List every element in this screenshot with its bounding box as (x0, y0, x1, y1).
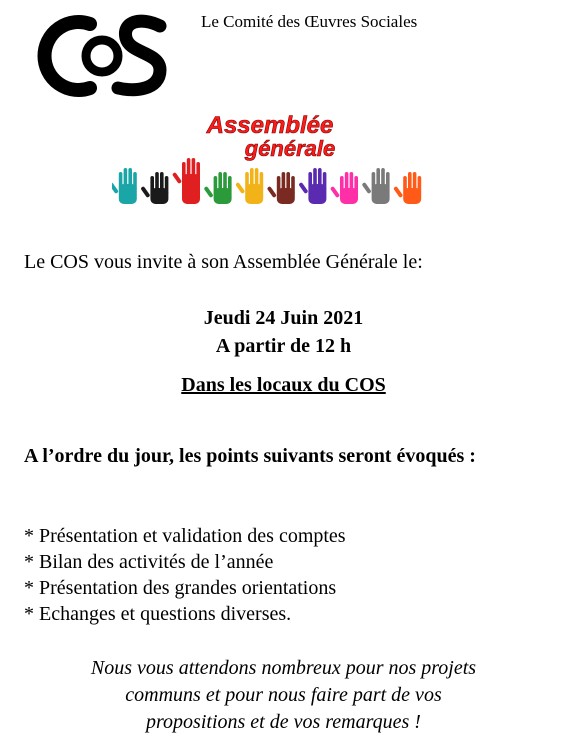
invitation-intro: Le COS vous invite à son Assemblée Générale le: (24, 251, 423, 273)
hand-icon (235, 168, 263, 204)
meeting-place-text: Dans les locaux du COS (181, 374, 386, 396)
closing-line: communs et pour nous faire part de vos (125, 684, 442, 706)
meeting-date: Jeudi 24 Juin 2021 (203, 307, 364, 329)
hand-icon (298, 168, 326, 204)
closing-message (0, 655, 567, 736)
closing-line: Nous vous attendons nombreux pour nos projets (90, 657, 477, 679)
cos-logo (30, 12, 170, 100)
assemblee-generale-wordart (150, 112, 390, 162)
hand-icon (393, 172, 421, 204)
hand-icon (267, 172, 295, 204)
hand-icon (172, 158, 200, 204)
wordart-line-2: générale (244, 136, 336, 161)
hand-icon (140, 172, 168, 204)
hand-icon (330, 172, 358, 204)
agenda-item: * Bilan des activités de l’année (24, 551, 274, 573)
meeting-time: A partir de 12 h (215, 335, 352, 357)
hand-icon (362, 168, 390, 204)
hand-icon (112, 168, 137, 204)
raised-hands-illustration (112, 158, 428, 210)
agenda-item: * Présentation et validation des comptes (24, 525, 346, 547)
agenda-item: * Présentation des grandes orientations (24, 577, 337, 599)
meeting-place (0, 374, 567, 397)
wordart-line-1: Assemblée (206, 112, 334, 139)
organization-name: Le Comité des Œuvres Sociales (201, 12, 418, 31)
agenda-item: * Echanges et questions diverses. (24, 603, 292, 625)
closing-line: propositions et de vos remarques ! (146, 711, 421, 733)
hand-icon (204, 172, 232, 204)
agenda-intro: A l’ordre du jour, les points suivants seront évoqués : (24, 445, 476, 467)
agenda-list (24, 523, 346, 627)
